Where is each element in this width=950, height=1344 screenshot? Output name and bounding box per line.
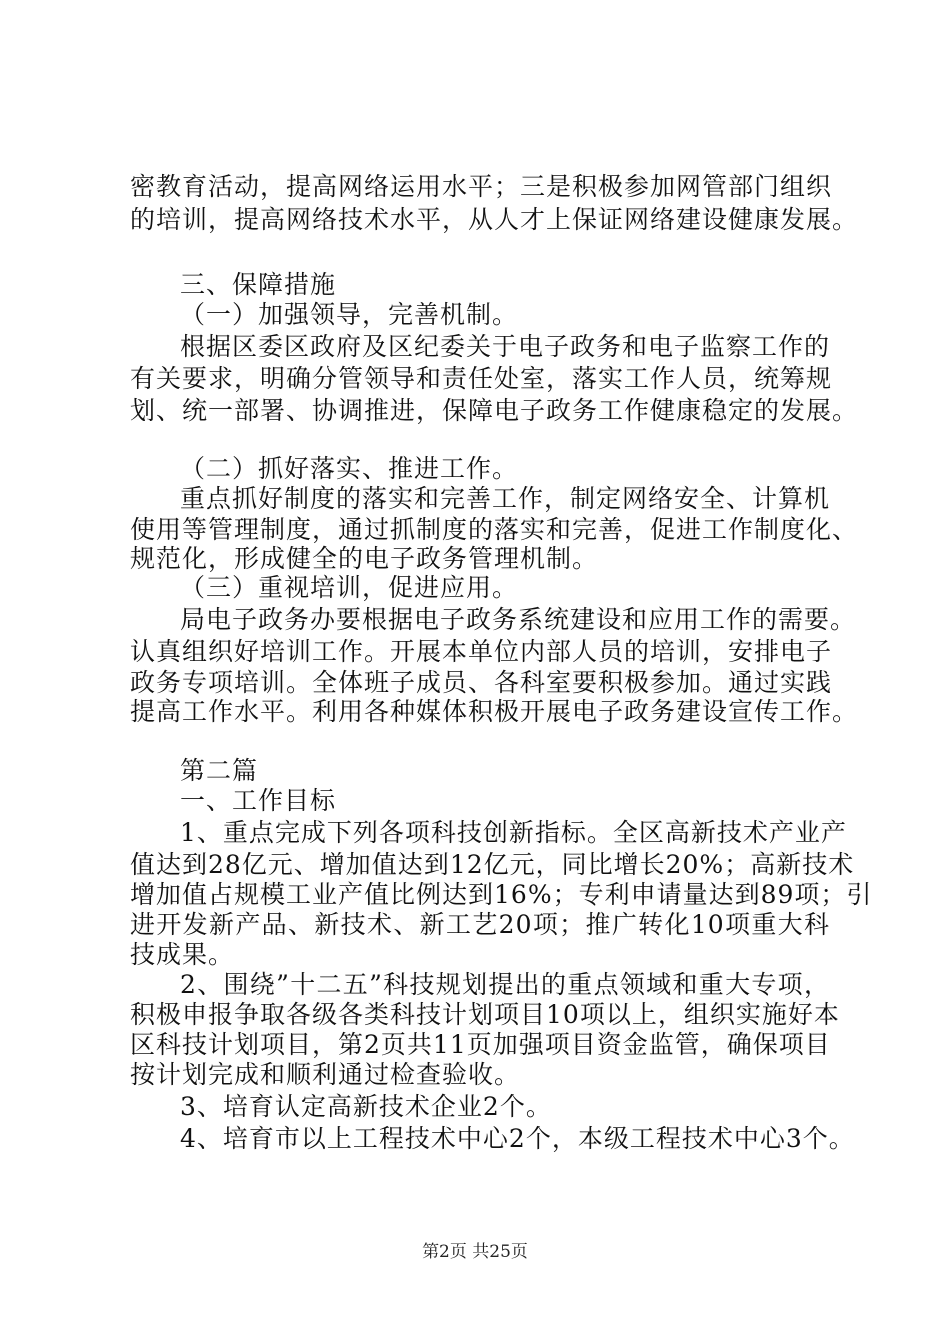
body-line: 规范化，形成健全的电子政务管理机制。	[130, 544, 599, 573]
body-line: 技成果。	[130, 940, 235, 969]
paragraph-first-line: 局电子政务办要根据电子政务系统建设和应用工作的需要。	[180, 605, 857, 634]
body-line: 密教育活动，提高网络运用水平；三是积极参加网管部门组织	[130, 172, 833, 201]
body-line: 使用等管理制度，通过抓制度的落实和完善，促进工作制度化、	[130, 515, 859, 544]
body-line: 政务专项培训。全体班子成员、各科室要积极参加。通过实践	[130, 668, 833, 697]
paragraph-first-line: 4、培育市以上工程技术中心2个，本级工程技术中心3个。	[180, 1124, 855, 1153]
body-line: 认真组织好培训工作。开展本单位内部人员的培训，安排电子	[130, 637, 833, 666]
paragraph-first-line: 3、培育认定高新技术企业2个。	[180, 1092, 552, 1121]
subsection-heading: （三）重视培训，促进应用。	[180, 573, 519, 602]
body-line: 增加值占规模工业产值比例达到16%；专利申请量达到89项；引	[130, 880, 873, 909]
paragraph-first-line: 1、重点完成下列各项科技创新指标。全区高新技术产业产	[180, 818, 847, 847]
subsection-heading: （二）抓好落实、推进工作。	[180, 454, 519, 483]
body-line: 提高工作水平。利用各种媒体积极开展电子政务建设宣传工作。	[130, 697, 859, 726]
paragraph-first-line: 2、围绕”十二五”科技规划提出的重点领域和重大专项，	[180, 970, 830, 999]
body-line: 值达到28亿元、增加值达到12亿元，同比增长20%；高新技术	[130, 850, 855, 879]
paragraph-first-line: 根据区委区政府及区纪委关于电子政务和电子监察工作的	[180, 332, 831, 361]
section-heading: 三、保障措施	[180, 270, 337, 299]
section-heading: 一、工作目标	[180, 786, 337, 815]
page-footer: 第2页 共25页	[422, 1242, 528, 1262]
body-line: 的培训，提高网络技术水平，从人才上保证网络建设健康发展。	[130, 205, 859, 234]
paragraph-first-line: 重点抓好制度的落实和完善工作，制定网络安全、计算机	[180, 484, 831, 513]
body-line: 有关要求，明确分管领导和责任处室，落实工作人员，统筹规	[130, 364, 833, 393]
body-line: 划、统一部署、协调推进，保障电子政务工作健康稳定的发展。	[130, 396, 859, 425]
body-line: 区科技计划项目，第2页共11页加强项目资金监管，确保项目	[130, 1030, 831, 1059]
body-line: 按计划完成和顺利通过检查验收。	[130, 1060, 521, 1089]
subsection-heading: （一）加强领导，完善机制。	[180, 300, 519, 329]
body-line: 进开发新产品、新技术、新工艺20项；推广转化10项重大科	[130, 910, 830, 939]
chapter-title: 第二篇	[180, 756, 259, 785]
body-line: 积极申报争取各级各类科技计划项目10项以上，组织实施好本	[130, 1000, 840, 1029]
